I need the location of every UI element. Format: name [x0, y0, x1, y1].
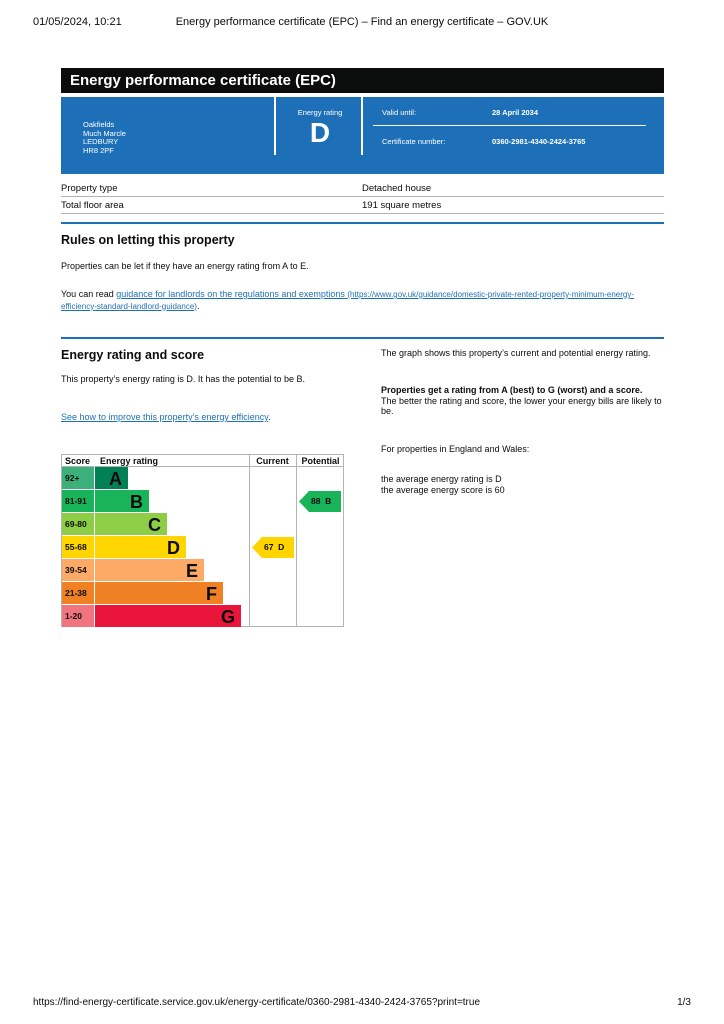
- band-bar: C: [95, 513, 167, 535]
- panel-rule: [373, 125, 646, 126]
- chart-column-divider: [296, 455, 297, 626]
- potential-rating-marker: [299, 491, 341, 512]
- chart-header-rating: Energy rating: [100, 456, 159, 466]
- energy-rating-chart: [61, 454, 344, 627]
- valid-until-label: Valid until:: [382, 108, 417, 117]
- letting-guidance-paragraph: [61, 289, 661, 312]
- address-line: LEDBURY: [83, 137, 119, 146]
- band-bar: G: [95, 605, 241, 627]
- letting-heading: Rules on letting this property: [61, 233, 235, 247]
- chart-header-score: Score: [65, 456, 91, 466]
- improve-efficiency-link[interactable]: See how to improve this property’s energy efficiency: [61, 412, 269, 422]
- address-line: HR8 2PF: [83, 145, 114, 155]
- certificate-summary-panel: [61, 97, 664, 174]
- chart-column-divider: [249, 455, 250, 626]
- panel-divider: [274, 97, 276, 155]
- section-divider: [61, 222, 664, 224]
- improve-paragraph: [61, 412, 361, 423]
- landlord-guidance-link-text: guidance for landlords on the regulations and exemptions: [116, 289, 345, 299]
- rating-scale-text: The better the rating and score, the lower your energy bills are likely to be.: [381, 395, 662, 416]
- certificate-number-label: Certificate number:: [382, 137, 446, 146]
- landlord-guidance-url: (https://www.gov.uk/guidance/domestic-private-rented-property-minimum-energy-: [347, 290, 635, 299]
- current-rating-marker-label: 67 D: [264, 542, 285, 552]
- section-divider: [61, 337, 664, 339]
- current-rating-marker: [252, 537, 294, 558]
- band-bar: A: [95, 467, 128, 489]
- landlord-guidance-link[interactable]: [61, 289, 634, 311]
- energy-rating-letter: D: [309, 117, 331, 148]
- band-bar: D: [95, 536, 186, 558]
- average-score: the average energy score is 60: [381, 485, 505, 495]
- floor-area-value: 191 square metres: [362, 200, 442, 211]
- band-score-range: 69-80: [62, 513, 94, 535]
- guidance-prefix: You can read: [61, 289, 117, 299]
- valid-until-value: 28 April 2034: [492, 108, 538, 117]
- address-line: Much Marcle: [83, 128, 126, 138]
- floor-area-row: [61, 196, 664, 214]
- property-type-row: [61, 179, 664, 197]
- property-address: [83, 121, 126, 155]
- energy-rating-label: Energy rating: [297, 108, 343, 117]
- letting-rule-text: Properties can be let if they have an energy rating from A to E.: [61, 261, 309, 271]
- property-type-label: Property type: [61, 183, 118, 194]
- band-score-range: 21-38: [62, 582, 94, 604]
- print-footer-url: https://find-energy-certificate.service.gov.uk/energy-certificate/0360-2981-4340-2424-3765?print=true: [33, 997, 481, 1008]
- rating-scale-explainer: [381, 385, 666, 417]
- print-header-datetime: 01/05/2024, 10:21: [33, 16, 122, 28]
- band-score-range: 81-91: [62, 490, 94, 512]
- average-rating: the average energy rating is D: [381, 474, 502, 484]
- band-bar: F: [95, 582, 223, 604]
- chart-header-potential: Potential: [301, 456, 340, 466]
- floor-area-label: Total floor area: [61, 200, 124, 211]
- energy-rating-heading: Energy rating and score: [61, 348, 205, 362]
- certificate-title: Energy performance certificate (EPC): [61, 68, 664, 93]
- band-score-range: 92+: [62, 467, 94, 489]
- guidance-suffix: .: [196, 300, 200, 311]
- potential-rating-marker-label: 88 B: [311, 496, 332, 506]
- property-type-value: Detached house: [362, 183, 432, 194]
- landlord-guidance-url: efficiency-standard-landlord-guidance): [61, 301, 197, 311]
- certificate-number-value: 0360-2981-4340-2424-3765: [492, 137, 586, 146]
- region-intro: For properties in England and Wales:: [381, 444, 530, 454]
- rating-scale-bold: Properties get a rating from A (best) to G (worst) and a score.: [381, 385, 643, 395]
- band-score-range: 39-54: [62, 559, 94, 581]
- band-bar: B: [95, 490, 149, 512]
- band-score-range: 55-68: [62, 536, 94, 558]
- improve-suffix: .: [268, 412, 271, 422]
- band-score-range: 1-20: [62, 605, 94, 627]
- graph-note: The graph shows this property’s current and potential energy rating.: [381, 348, 651, 358]
- band-bar: E: [95, 559, 204, 581]
- print-footer-page: 1/3: [677, 997, 691, 1008]
- panel-divider: [361, 97, 363, 155]
- print-header-title: Energy performance certificate (EPC) – Find an energy certificate – GOV.UK: [175, 16, 549, 28]
- chart-header-current: Current: [256, 456, 289, 466]
- rating-summary-text: This property’s energy rating is D. It has the potential to be B.: [61, 374, 305, 384]
- address-line: Oakfields: [83, 120, 115, 129]
